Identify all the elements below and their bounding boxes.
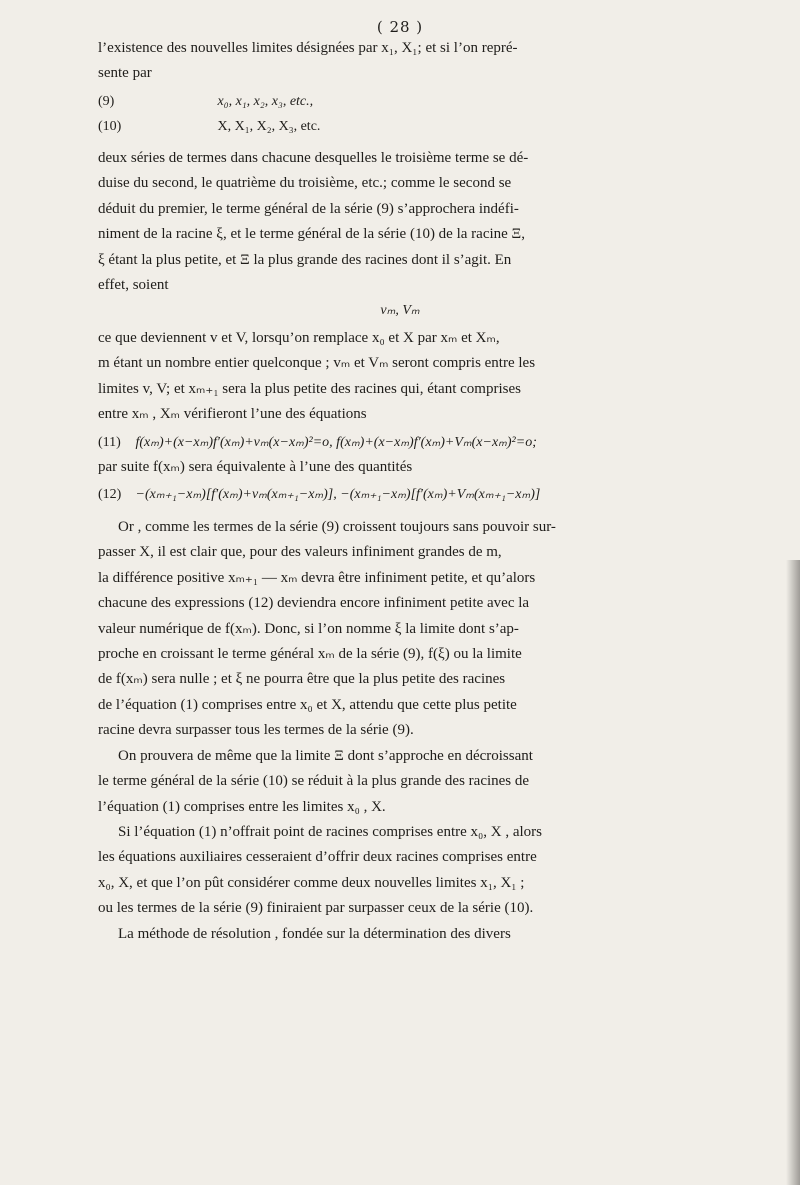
text-line: la différence positive xₘ₊₁ — xₘ devra être infiniment petite, et qu’alors	[98, 569, 536, 586]
text-line: Si l’équation (1) n’offrait point de racines comprises entre x₀, X , alors	[118, 824, 542, 840]
text-line: limites v, V; et xₘ₊₁ sera la plus petite des racines qui, étant comprises	[98, 380, 521, 397]
text-line: sente par	[98, 65, 152, 82]
equation-9	[98, 94, 313, 110]
text-line: de l’équation (1) comprises entre x₀ et X, attendu que cette plus petite	[98, 696, 517, 713]
paragraph-argument	[98, 515, 704, 744]
paragraph-consequence	[98, 455, 704, 480]
paragraph-no-roots	[98, 820, 704, 947]
page-edge-shadow	[786, 560, 800, 1185]
text-line: deux séries de termes dans chacune desquelles le troisième terme se dé-	[98, 150, 529, 166]
text-line: par suite f(xₘ) sera équivalente à l’une des quantités	[98, 459, 413, 475]
equation-body: −(xₘ₊₁−xₘ)[f′(xₘ)+vₘ(xₘ₊₁−xₘ)], −(xₘ₊₁−xₘ)[f′(xₘ)+Vₘ(xₘ₊₁−xₘ)]	[135, 487, 541, 502]
text-line: déduit du premier, le terme général de la série (9) s’approchera indéfi-	[98, 200, 519, 217]
paragraph-largest-root	[98, 744, 704, 820]
text-line: valeur numérique de f(xₘ). Donc, si l’on nomme ξ la limite dont s’ap-	[98, 620, 519, 637]
text-line: niment de la racine ξ, et le terme général de la série (10) de la racine Ξ,	[98, 226, 525, 243]
text-line: chacune des expressions (12) deviendra encore infiniment petite avec la	[98, 595, 530, 612]
text-line: racine devra surpasser tous les termes de la série (9).	[98, 722, 414, 739]
text-line: La méthode de résolution , fondée sur la détermination des divers	[118, 925, 511, 942]
text-line: de f(xₘ) sera nulle ; et ξ ne pourra être que la plus petite des racines	[98, 671, 506, 688]
page-number: ( 28 )	[376, 18, 424, 36]
text-line: effet, soient	[98, 276, 169, 293]
equation-label: (10)	[98, 119, 122, 134]
equation-label: (12)	[98, 487, 122, 502]
text-line: duise du second, le quatrième du troisième, etc.; comme le second se	[98, 175, 512, 192]
equation-label: (9)	[98, 94, 115, 109]
text-line: passer X, il est clair que, pour des valeurs infiniment grandes de m,	[98, 544, 502, 561]
text-line: les équations auxiliaires cesseraient d’offrir deux racines comprises entre	[98, 849, 537, 866]
paragraph-definition	[98, 326, 704, 428]
paragraph-series	[98, 146, 704, 298]
text-line: l’existence des nouvelles limites désignées par x₁, X₁; et si l’on repré-	[98, 40, 518, 56]
text-line: Or , comme les termes de la série (9) croissent toujours sans pouvoir sur-	[118, 519, 556, 535]
text-line: ξ étant la plus petite, et Ξ la plus grande des racines dont il s’agit. En	[98, 251, 512, 268]
text-line: proche en croissant le terme général xₘ de la série (9), f(ξ) ou la limite	[98, 645, 522, 662]
equation-body: X, X₁, X₂, X₃, etc.	[217, 119, 321, 134]
equation-label: (11)	[98, 435, 121, 450]
centered-variables: vₘ, Vₘ	[380, 303, 420, 318]
equation-11	[98, 434, 537, 451]
equation-10	[98, 119, 320, 135]
text-line: entre xₘ , Xₘ vérifieront l’une des équations	[98, 406, 367, 423]
equation-body: f(xₘ)+(x−xₘ)f′(xₘ)+vₘ(x−xₘ)²=o, f(xₘ)+(x−xₘ)f′(xₘ)+Vₘ(x−xₘ)²=o;	[135, 435, 537, 450]
equation-body: x₀, x₁, x₂, x₃, etc.,	[217, 94, 314, 109]
intro-paragraph	[98, 36, 704, 87]
text-line: l’équation (1) comprises entre les limites x₀ , X.	[98, 798, 386, 815]
text-line: m étant un nombre entier quelconque ; vₘ et Vₘ seront compris entre les	[98, 355, 536, 372]
text-line: ou les termes de la série (9) finiraient par surpasser ceux de la série (10).	[98, 900, 534, 917]
text-line: On prouvera de même que la limite Ξ dont s’approche en décroissant	[118, 748, 533, 764]
text-line: ce que deviennent v et V, lorsqu’on remplace x₀ et X par xₘ et Xₘ,	[98, 330, 500, 346]
text-line: le terme général de la série (10) se réduit à la plus grande des racines de	[98, 773, 530, 790]
text-line: x₀, X, et que l’on pût considérer comme deux nouvelles limites x₁, X₁ ;	[98, 874, 525, 891]
equation-12	[98, 486, 540, 503]
